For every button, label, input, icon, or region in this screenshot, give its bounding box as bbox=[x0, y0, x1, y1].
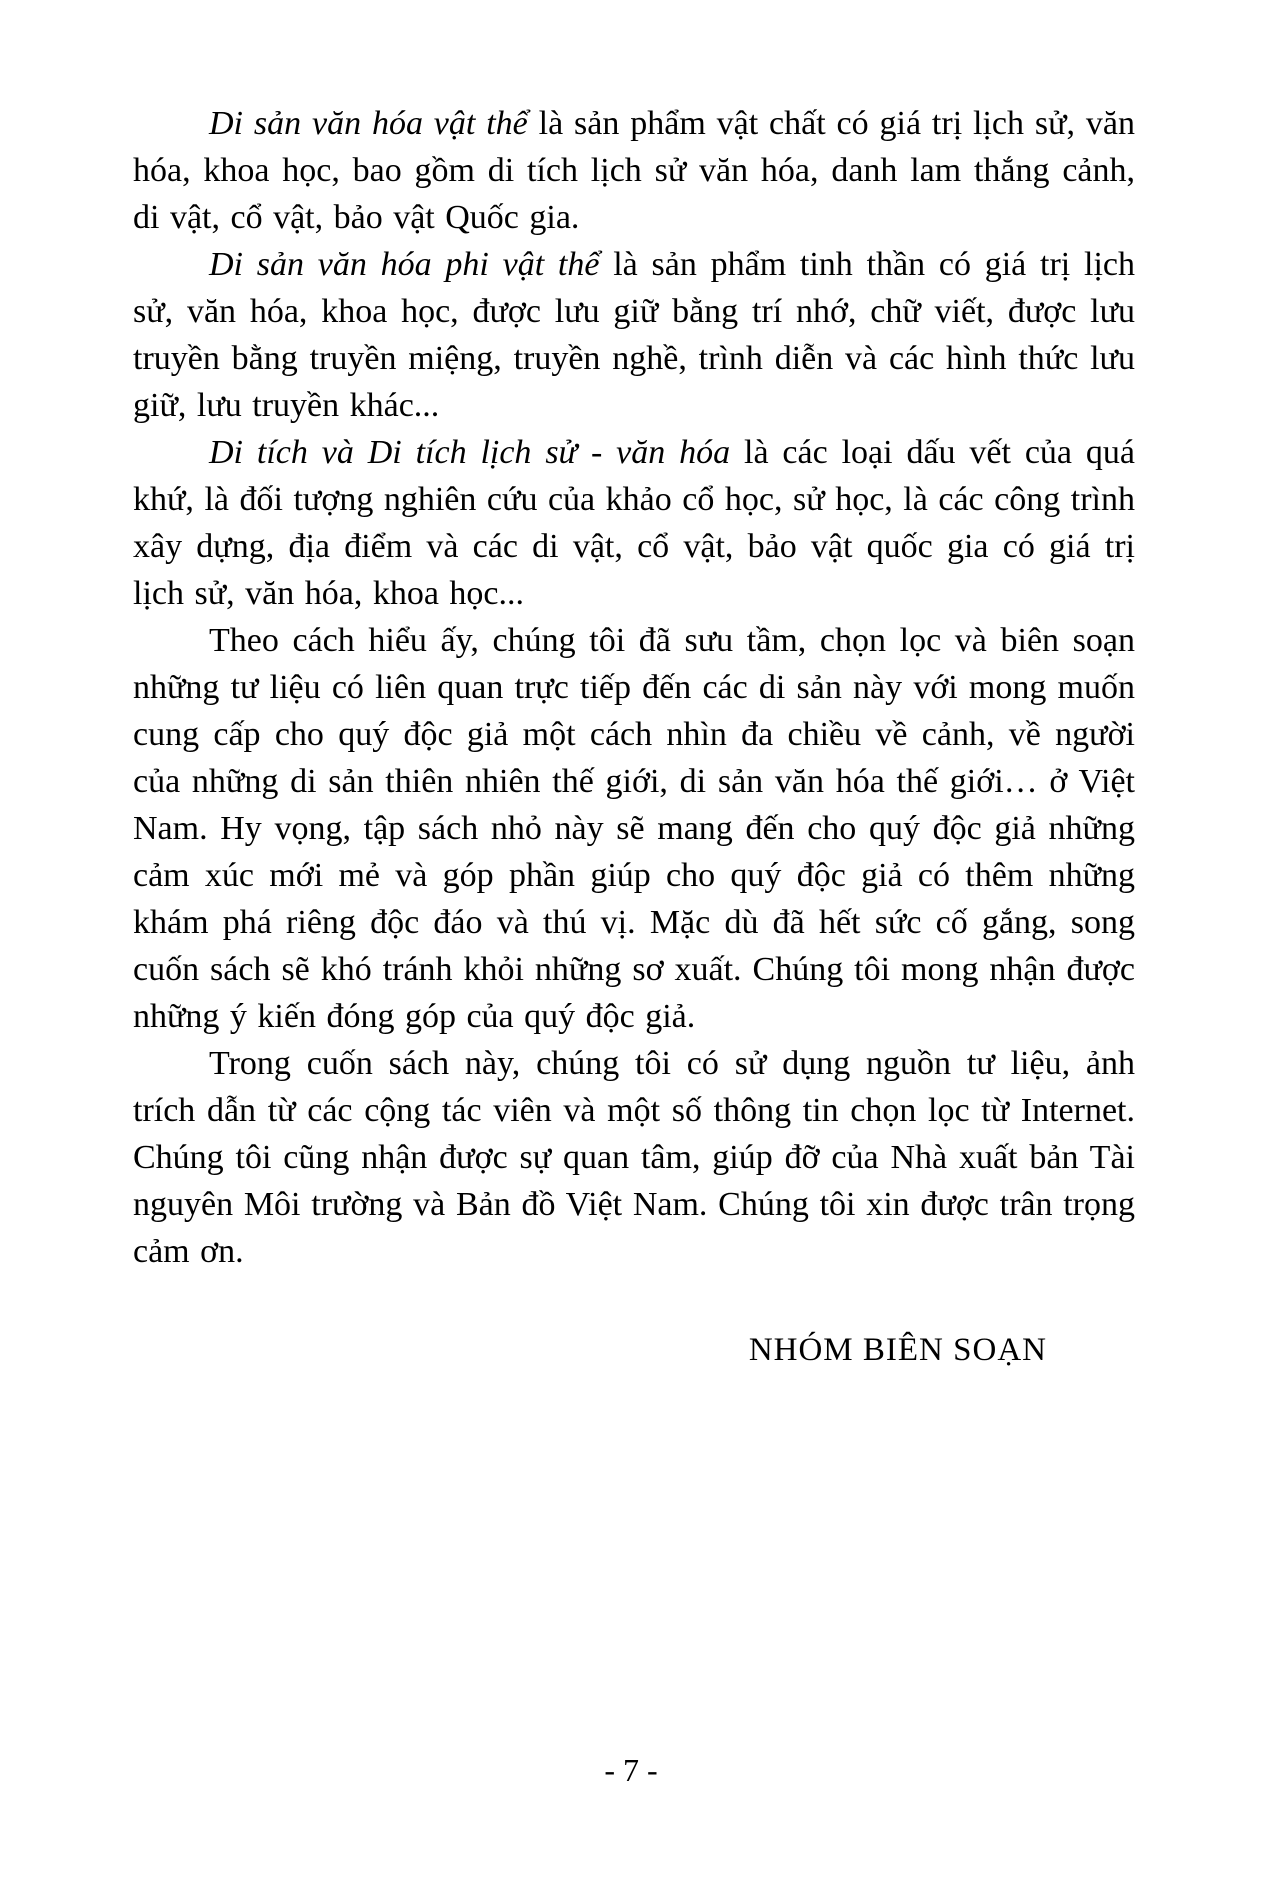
paragraph-editorial-intent bbox=[133, 617, 1135, 1040]
paragraph-lead-italic: Di sản văn hóa vật thể bbox=[209, 105, 528, 142]
paragraph-acknowledgements bbox=[133, 1040, 1135, 1275]
paragraph-lead-italic: Di sản văn hóa phi vật thể bbox=[209, 246, 600, 283]
paragraph-lead-italic: Di tích và Di tích lịch sử - văn hóa bbox=[209, 434, 731, 471]
paragraph-text: Theo cách hiểu ấy, chúng tôi đã sưu tầm, chọn lọc và biên soạn những tư liệu có liên quan trực tiếp đến các di sản này với mong muốn cung cấp cho quý độc giả một cách nhìn đa chiều về cảnh, về người của những di sản thiên nhiên thế giới, di sản văn hóa thế giới… ở Việt Nam. Hy vọng, tập sách nhỏ này sẽ mang đến cho quý độc giả những cảm xúc mới mẻ và góp phần giúp cho quý độc giả có thêm những khám phá riêng độc đáo và thú vị. Mặc dù đã hết sức cố gắng, song cuốn sách sẽ khó tránh khỏi những sơ xuất. Chúng tôi mong nhận được những ý kiến đóng góp của quý độc giả. bbox=[133, 622, 1135, 1035]
paragraph-tangible-heritage bbox=[133, 100, 1135, 241]
paragraph-intangible-heritage bbox=[133, 241, 1135, 429]
paragraph-relics bbox=[133, 429, 1135, 617]
paragraph-text: là các loại dấu vết của quá khứ, là đối tượng nghiên cứu của khảo cổ học, sử học, là các công trình xây dựng, địa điểm và các di vật, cổ vật, bảo vật quốc gia có giá trị lịch sử, văn hóa, khoa học... bbox=[133, 434, 1135, 612]
paragraph-text: là sản phẩm vật chất có giá trị lịch sử, văn hóa, khoa học, bao gồm di tích lịch sử văn hóa, danh lam thắng cảnh, di vật, cổ vật, bảo vật Quốc gia. bbox=[133, 105, 1135, 236]
signature: NHÓM BIÊN SOẠN bbox=[748, 1332, 1047, 1368]
page-body bbox=[133, 100, 1135, 1374]
page-number: - 7 - bbox=[604, 1752, 658, 1788]
paragraph-text: Trong cuốn sách này, chúng tôi có sử dụng nguồn tư liệu, ảnh trích dẫn từ các cộng tác viên và một số thông tin chọn lọc từ Internet. Chúng tôi cũng nhận được sự quan tâm, giúp đỡ của Nhà xuất bản Tài nguyên Môi trường và Bản đồ Việt Nam. Chúng tôi xin được trân trọng cảm ơn. bbox=[133, 1045, 1135, 1270]
paragraph-text: là sản phẩm tinh thần có giá trị lịch sử, văn hóa, khoa học, được lưu giữ bằng trí nhớ, chữ viết, được lưu truyền bằng truyền miệng, truyền nghề, trình diễn và các hình thức lưu giữ, lưu truyền khác... bbox=[133, 246, 1136, 424]
